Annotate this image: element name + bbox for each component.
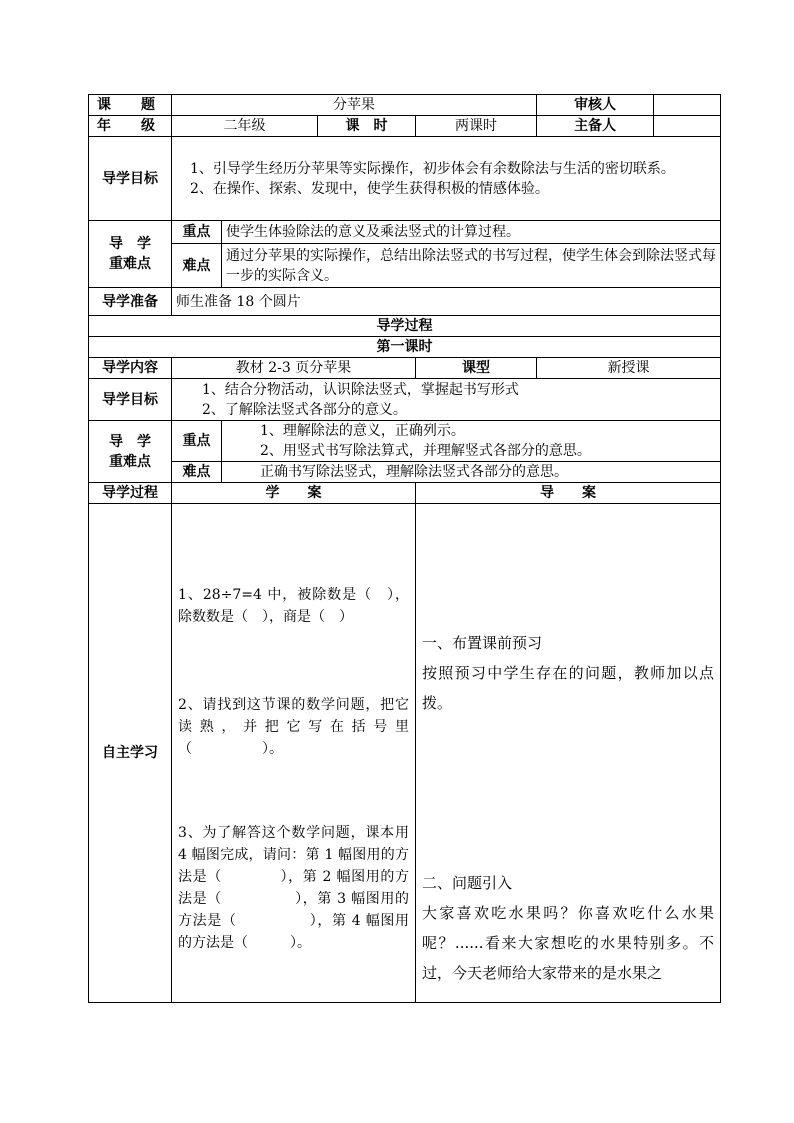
overall-goals-label: 导学目标	[89, 137, 172, 221]
lesson-plan-table	[88, 94, 721, 1003]
overall-kd-label-line-1: 导 学	[109, 236, 151, 252]
self-study-row	[89, 504, 721, 1003]
lesson1-type-value: 新授课	[537, 358, 721, 379]
prep-row	[89, 288, 721, 316]
lesson1-diff-row	[89, 462, 721, 483]
self-study-label: 自主学习	[89, 504, 172, 1003]
reviewer-value	[654, 95, 721, 116]
grade-label: 年 级	[89, 116, 172, 137]
guide-plan-header: 导 案	[416, 483, 721, 504]
study-item-1: 1、28÷7=4 中，被除数是（ ），除数数是（ ），商是（ ）	[178, 587, 409, 625]
overall-diff-label: 难点	[172, 244, 222, 288]
guide-item-2-heading: 二、问题引入	[422, 874, 513, 892]
lesson1-goal-2: 2、了解除法竖式各部分的意义。	[202, 401, 407, 418]
lesson1-goals-row	[89, 379, 721, 421]
study-plan-cell	[172, 504, 416, 1003]
overall-key-value: 使学生体验除法的意义及乘法竖式的计算过程。	[222, 221, 721, 244]
lesson1-type-label: 课型	[416, 358, 537, 379]
header-row-grade	[89, 116, 721, 137]
lesson1-title: 第一课时	[89, 337, 721, 358]
study-plan-header: 学 案	[172, 483, 416, 504]
lesson1-content-row	[89, 358, 721, 379]
prep-label: 导学准备	[89, 288, 172, 316]
grade-value: 二年级	[172, 116, 318, 137]
overall-goal-1: 1、引导学生经历分苹果等实际操作，初步体会有余数除法与生活的密切联系。	[190, 160, 675, 177]
overall-diff-value: 通过分苹果的实际操作，总结出除法竖式的书写过程，使学生体会到除法竖式每一步的实际含义。	[222, 244, 721, 288]
guide-item-1-text: 按照预习中学生存在的问题，教师加以点拨。	[422, 664, 715, 712]
lesson1-goal-1: 1、结合分物活动，认识除法竖式，掌握起书写形式	[202, 381, 519, 398]
overall-kd-label-line-2: 重难点	[109, 256, 151, 272]
lesson-plan-document	[88, 94, 720, 1003]
lesson1-title-row	[89, 337, 721, 358]
topic-value: 分苹果	[172, 95, 537, 116]
lesson1-proc-label: 导学过程	[89, 483, 172, 504]
lesson1-content-value: 教材 2-3 页分苹果	[172, 358, 416, 379]
overall-key-label: 重点	[172, 221, 222, 244]
preparer-label: 主备人	[537, 116, 654, 137]
study-item-3: 3、为了解答这个数学问题，课本用 4 幅图完成，请问：第 1 幅图用的方法是（ ），第 2 幅图用的方法是（ ），第 3 幅图用的方法是（ ），第 4 幅图用的方法是（ ）。	[178, 825, 409, 951]
lesson1-key-label: 重点	[172, 421, 222, 462]
header-row-topic	[89, 95, 721, 116]
lesson1-kd-label-line-1: 导 学	[109, 433, 151, 450]
lesson1-goals-label: 导学目标	[89, 379, 172, 421]
study-item-2: 2、请找到这节课的数学问题，把它读熟，并把它写在括号里（ ）。	[178, 697, 409, 757]
lesson1-diff-value: 正确书写除法竖式，理解除法竖式各部分的意思。	[222, 462, 721, 483]
guide-plan-cell	[416, 504, 721, 1003]
lesson1-key-2: 2、用竖式书写除法算式，并理解竖式各部分的意思。	[260, 443, 591, 459]
lesson1-key-1: 1、理解除法的意义，正确列示。	[260, 423, 465, 439]
overall-diff-row	[89, 244, 721, 288]
topic-label: 课 题	[89, 95, 172, 116]
guide-item-2-text: 大家喜欢吃水果吗？你喜欢吃什么水果呢？......看来大家想吃的水果特别多。不过，今天老师给大家带来的是水果之	[422, 904, 715, 982]
overall-goals-row	[89, 137, 721, 221]
prep-value: 师生准备 18 个圆片	[172, 288, 721, 316]
lesson1-diff-label: 难点	[172, 462, 222, 483]
lesson1-key-cell	[222, 421, 721, 462]
period-label: 课 时	[318, 116, 416, 137]
process-title-row	[89, 316, 721, 337]
overall-kd-label	[89, 221, 172, 288]
overall-key-row	[89, 221, 721, 244]
lesson1-key-row	[89, 421, 721, 462]
guide-item-1-heading: 一、布置课前预习	[422, 634, 543, 652]
lesson1-goals-cell	[172, 379, 721, 421]
overall-goals-cell	[172, 137, 721, 221]
preparer-value	[654, 116, 721, 137]
lesson1-content-label: 导学内容	[89, 358, 172, 379]
period-value: 两课时	[416, 116, 537, 137]
lesson1-proc-header-row	[89, 483, 721, 504]
lesson1-kd-label	[89, 421, 172, 483]
reviewer-label: 审核人	[537, 95, 654, 116]
process-title: 导学过程	[89, 316, 721, 337]
overall-goal-2: 2、在操作、探索、发现中，使学生获得积极的情感体验。	[190, 180, 549, 197]
lesson1-kd-label-line-2: 重难点	[109, 453, 151, 470]
